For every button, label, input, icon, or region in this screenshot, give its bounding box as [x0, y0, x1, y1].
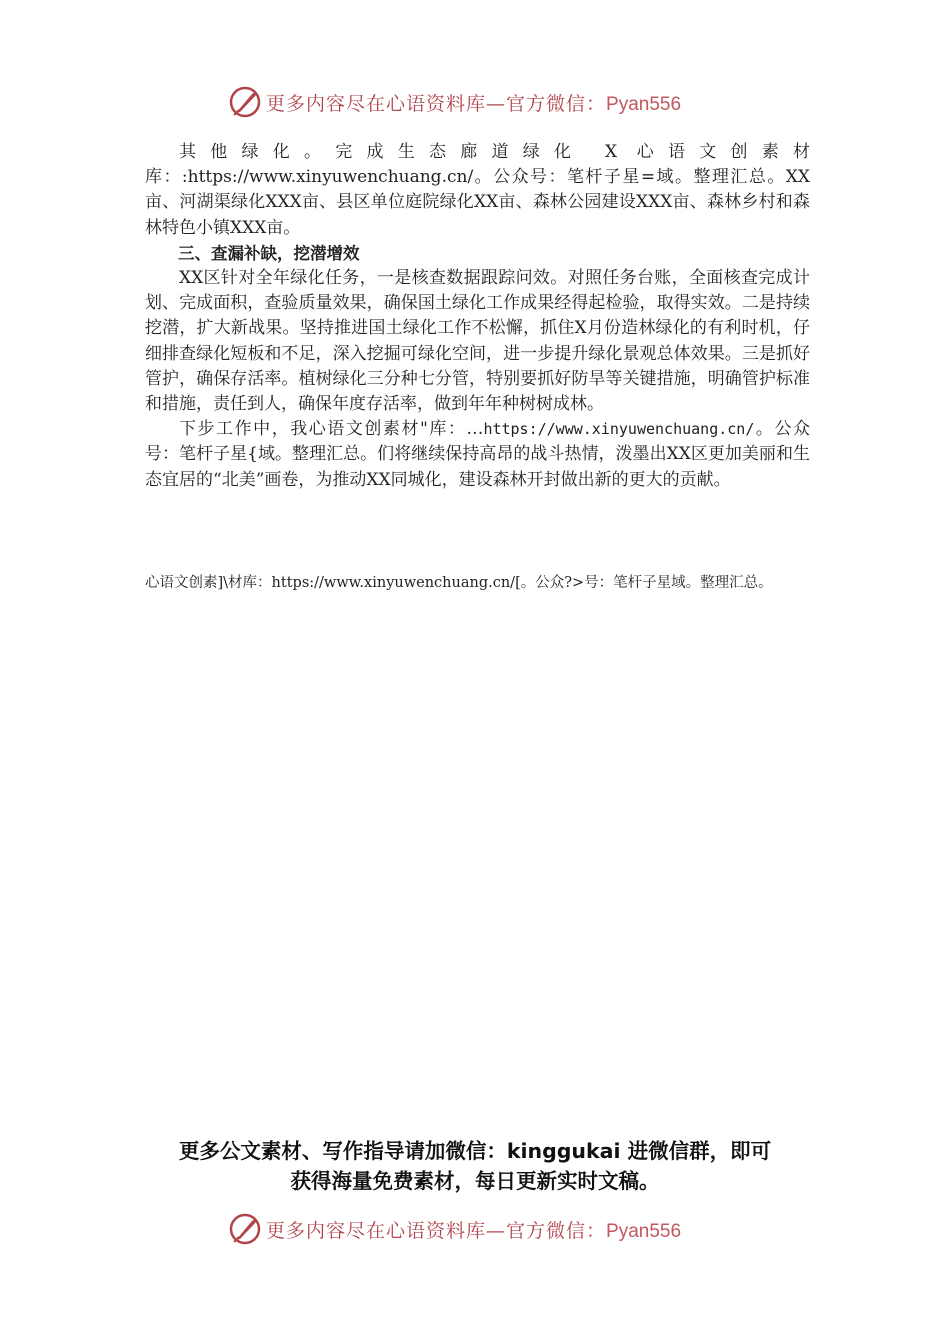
header-banner-label: 更多内容尽在心语资料库—官方微信： — [266, 92, 607, 115]
footer-banner-text — [266, 1216, 681, 1243]
header-banner-wechat: Pyan556 — [606, 93, 682, 115]
promo-line-2: 获得海量免费素材，每日更新实时文稿。 — [290, 1169, 660, 1193]
quill-logo-icon — [228, 1212, 262, 1246]
next-steps-url: https://www.xinyuwenchuang.cn/ — [483, 420, 755, 439]
next-steps-text-a: 下步工作中，我心语文创素材"库：… — [179, 419, 484, 440]
header-banner-text — [266, 89, 681, 116]
footer-banner-label: 更多内容尽在心语资料库—官方微信： — [266, 1219, 607, 1242]
quill-logo-icon — [228, 85, 262, 119]
watermark-footnote: 心语文创素]\材库：https://www.xinyuwenchuang.cn/[。公众?>号：笔杆子星域。整理汇总。 — [145, 575, 773, 591]
document-body — [145, 140, 810, 493]
next-steps-text-b: 。公众号：笔杆子星{域。整理汇总。们将继续保持高昂的战斗热情，泼墨出XX区更加美丽和生态宜居的“北美”画卷，为推动XX同城化，建设森林开封做出新的更大的贡献。 — [145, 419, 810, 490]
promo-line-1: 更多公文素材、写作指导请加微信：kinggukai 进微信群，即可 — [178, 1139, 772, 1163]
header-banner — [228, 82, 728, 122]
paragraph-other-greening: 其他绿化。完成生态廊道绿化 X 心语文创素材库：:https://www.xinyuwenchuang.cn/。公众号：笔杆子星=域。整理汇总。XX亩、河湖渠绿化XXX亩、县区单位庭院绿化XX亩、森林公园建设XXX亩、森林乡村和森林特色小镇XXX亩。 — [145, 142, 810, 238]
paragraph-check-gaps: XX区针对全年绿化任务，一是核查数据跟踪问效。对照任务台账，全面核查完成计划、完成面积，查验质量效果，确保国土绿化工作成果经得起检验，取得实效。二是持续挖潜，扩大新战果。坚持推进国土绿化工作不松懈，抓住X月份造林绿化的有利时机，仔细排查绿化短板和不足，深入挖掘可绿化空间，进一步提升绿化景观总体效果。三是抓好管护，确保存活率。植树绿化三分种七分管，特别要抓好防旱等关键措施，明确管护标准和措施，责任到人，确保年度存活率，做到年年种树树成林。 — [145, 268, 810, 415]
paragraph-next-steps — [145, 417, 810, 493]
footer-banner-wechat: Pyan556 — [606, 1220, 682, 1242]
section-heading: 三、查漏补缺，挖潜增效 — [178, 243, 360, 263]
footer-banner — [228, 1209, 728, 1249]
promo-block — [130, 1136, 820, 1196]
